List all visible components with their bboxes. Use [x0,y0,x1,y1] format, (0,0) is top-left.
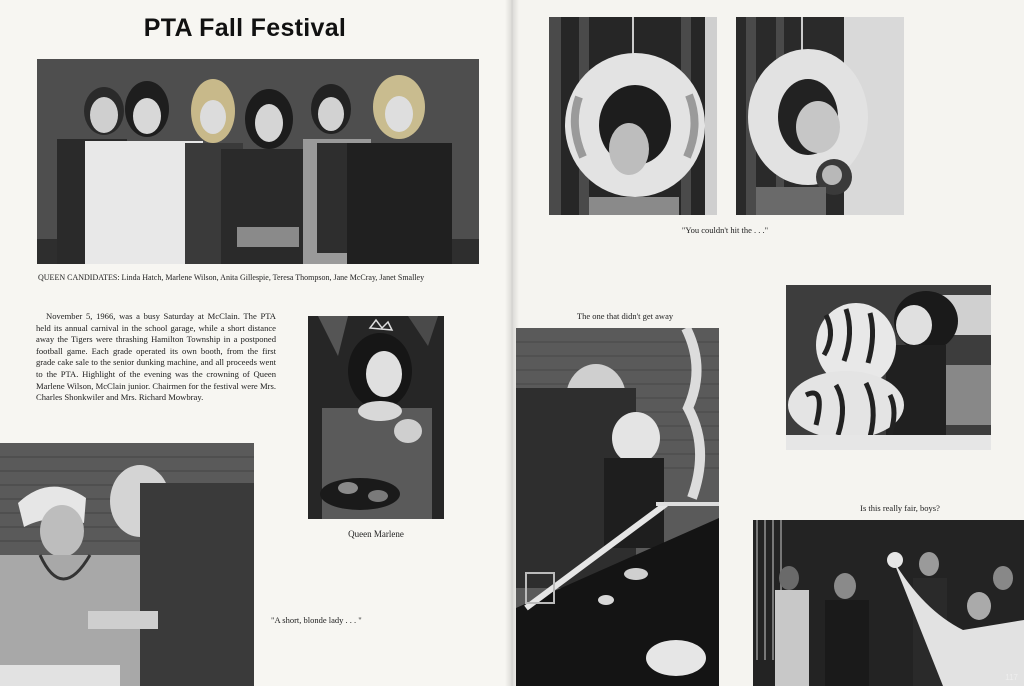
couldnt-hit-caption: "You couldn't hit the . . ." [681,225,769,235]
page-title: PTA Fall Festival [143,14,347,42]
queen-candidates-photo [37,59,479,264]
tiger-prize-photo [786,285,991,450]
dunk-ring-photo-left [549,17,717,215]
page-number: 117 [1005,673,1018,682]
boys-crowd-photo [753,520,1024,686]
blonde-lady-booth-photo [0,443,254,686]
got-away-caption: The one that didn't get away [576,311,674,321]
really-fair-caption: Is this really fair, boys? [860,503,940,513]
blonde-lady-caption: "A short, blonde lady . . . " [271,615,362,625]
festival-article-text: November 5, 1966, was a busy Saturday at McClain. The PTA held its annual carnival in the school garage, while a short distance away the Tigers were thrashing Hamilton Township in a postponed football game. Each grade operated its own booth, from the first grade cake sale to the senior dunking machine, and all proceeds went to the PTA. Highlight of the evening was the crowning of Queen Marlene Wilson, McClain junior. Chairmen for the festival were Mrs. Charles Shonkwiler and Mrs. Richard Mowbray. [36,311,276,403]
fishing-booth-photo [516,328,719,686]
dunk-ring-photo-right [736,17,904,215]
queen-candidates-caption: QUEEN CANDIDATES: Linda Hatch, Marlene Wilson, Anita Gillespie, Teresa Thompson, Jane McCray, Janet Smalley [38,273,425,282]
queen-marlene-photo [308,316,444,519]
queen-marlene-caption: Queen Marlene [348,529,404,539]
